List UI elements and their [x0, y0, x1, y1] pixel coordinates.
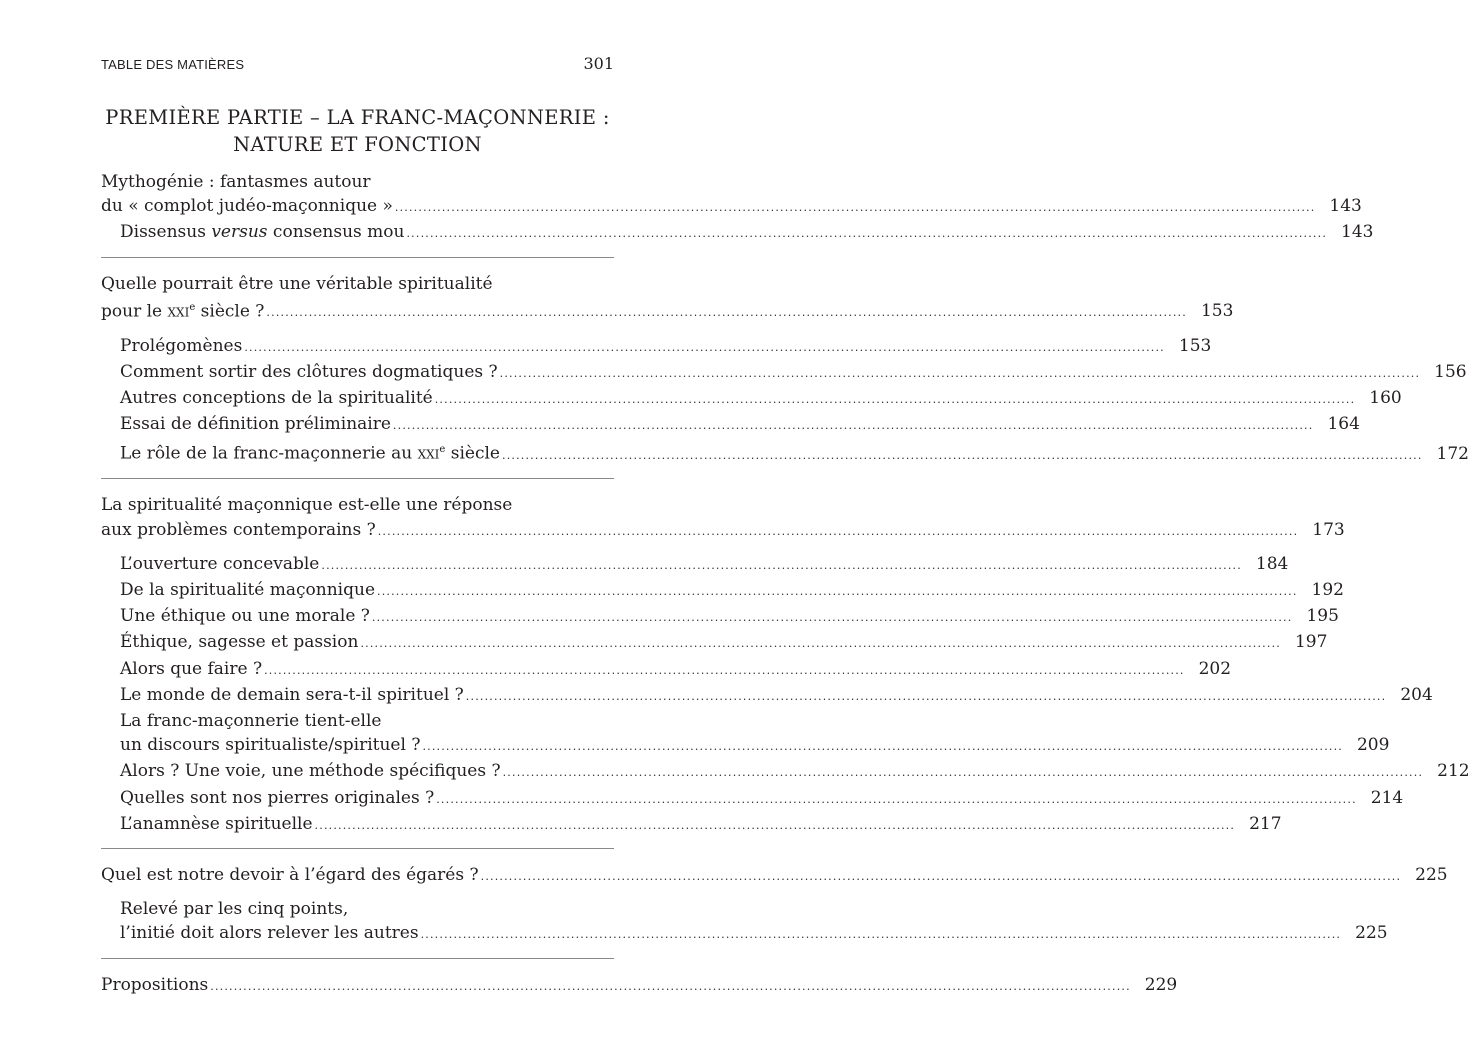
- entry-title: Autres conceptions de la spiritualité: [120, 388, 433, 409]
- dot-leader: ....................................................................................................................................................................................................: [360, 637, 1281, 651]
- entry-title: L’ouverture concevable: [120, 553, 320, 574]
- part-title: [101, 104, 614, 158]
- dot-leader: ....................................................................................................................................................................................................: [420, 928, 1342, 942]
- roman-numeral: xxi: [417, 444, 440, 465]
- entry-title: Alors que faire ?: [120, 658, 263, 679]
- toc-entry: [101, 438, 1469, 468]
- entry-page: 143: [1341, 222, 1374, 243]
- toc-entry: [101, 552, 1289, 578]
- entry-page: 209: [1356, 735, 1390, 756]
- entry-page: 217: [1249, 813, 1282, 834]
- dot-leader: ....................................................................................................................................................................................................: [499, 366, 1421, 380]
- dot-leader: ....................................................................................................................................................................................................: [502, 449, 1423, 463]
- toc-entry: [101, 759, 1470, 785]
- toc-section-devoir: [101, 863, 1448, 959]
- dot-leader: ....................................................................................................................................................................................................: [436, 792, 1357, 806]
- entry-page: 153: [1200, 301, 1234, 322]
- chapter-heading-line: Mythogénie : fantasmes autour: [101, 172, 371, 192]
- dot-leader: ....................................................................................................................................................................................................: [266, 306, 1187, 320]
- chapter-heading-entry: [101, 863, 1448, 889]
- toc-entry: [101, 360, 1467, 386]
- table-of-contents: [101, 170, 1470, 1023]
- toc-entry: [101, 921, 1388, 947]
- dot-leader: ....................................................................................................................................................................................................: [394, 201, 1316, 215]
- part-title-line-2: NATURE ET FONCTION: [233, 133, 482, 156]
- entry-title: l’initié doit alors relever les autres: [120, 923, 419, 944]
- roman-numeral: xxi: [167, 301, 190, 322]
- toc-entry: [101, 578, 1344, 604]
- entry-title: Prolégomènes: [120, 335, 243, 356]
- dot-leader: ....................................................................................................................................................................................................: [480, 869, 1402, 883]
- entry-title: un discours spiritualiste/spirituel ?: [120, 735, 421, 756]
- entry-page: 184: [1255, 553, 1289, 574]
- toc-entry: [101, 657, 1232, 683]
- toc-entry: [101, 786, 1404, 812]
- entry-title: Dissensus versus consensus mou: [120, 222, 405, 243]
- chapter-heading-entry: [101, 518, 1345, 544]
- part-title-line-1: PREMIÈRE PARTIE – LA FRANC-MAÇONNERIE :: [105, 106, 610, 129]
- toc-entry: [101, 604, 1339, 630]
- dot-leader: ....................................................................................................................................................................................................: [244, 340, 1165, 354]
- toc-section-mythogenie: [101, 170, 1374, 258]
- chapter-heading-entry: [101, 973, 1178, 999]
- entry-page: 195: [1306, 606, 1339, 627]
- toc-entry: [101, 683, 1433, 709]
- entry-page: 229: [1144, 974, 1178, 995]
- toc-entry: [101, 630, 1328, 656]
- dot-leader: ....................................................................................................................................................................................................: [377, 524, 1299, 538]
- chapter-heading-entry: [101, 194, 1362, 220]
- dot-leader: ....................................................................................................................................................................................................: [406, 227, 1328, 241]
- entry-page: 153: [1178, 335, 1212, 356]
- dot-leader: ....................................................................................................................................................................................................: [377, 584, 1298, 598]
- entry-page: 225: [1355, 923, 1388, 944]
- entry-title: Propositions: [101, 974, 209, 995]
- toc-entry-line: Relevé par les cinq points,: [120, 899, 349, 920]
- dot-leader: ....................................................................................................................................................................................................: [465, 689, 1387, 703]
- entry-title: du « complot judéo-maçonnique »: [101, 196, 393, 217]
- chapter-heading-line: Quelle pourrait être une véritable spiritualité: [101, 273, 493, 294]
- entry-title: Quelles sont nos pierres originales ?: [120, 787, 435, 808]
- entry-page: 192: [1311, 579, 1344, 600]
- toc-entry: [101, 386, 1402, 412]
- entry-page: 164: [1327, 414, 1360, 435]
- toc-entry: [101, 412, 1360, 438]
- entry-page: 204: [1400, 684, 1433, 705]
- entry-title: Éthique, sagesse et passion: [120, 632, 359, 653]
- toc-entry: [101, 334, 1212, 360]
- entry-title: pour le xxi$^e$ siècle ?: [101, 301, 265, 322]
- entry-page: 172: [1436, 444, 1469, 465]
- entry-title: aux problèmes contemporains ?: [101, 519, 376, 540]
- chapter-heading-entry: [101, 296, 1234, 326]
- toc-entry: [101, 812, 1282, 838]
- entry-title: Le monde de demain sera-t-il spirituel ?: [120, 684, 464, 705]
- toc-entry: [101, 733, 1390, 759]
- entry-page: 214: [1370, 787, 1404, 808]
- entry-title: Une éthique ou une morale ?: [120, 606, 370, 627]
- dot-leader: ....................................................................................................................................................................................................: [434, 393, 1356, 407]
- toc-section-spiritualite-maconnique: [101, 493, 1470, 849]
- dot-leader: ....................................................................................................................................................................................................: [422, 740, 1343, 754]
- entry-page: 173: [1312, 519, 1345, 540]
- entry-title: Essai de définition préliminaire: [120, 414, 391, 435]
- running-head: [101, 54, 614, 73]
- running-head-title: TABLE DES MATIÈRES: [101, 57, 245, 72]
- dot-leader: ....................................................................................................................................................................................................: [321, 558, 1242, 572]
- entry-page: 225: [1415, 864, 1448, 885]
- entry-page: 156: [1434, 361, 1467, 382]
- entry-page: 143: [1329, 196, 1362, 217]
- entry-title: De la spiritualité maçonnique: [120, 579, 375, 600]
- entry-title: Le rôle de la franc-maçonnerie au xxi$^e$ siècle: [120, 444, 500, 465]
- entry-title: Alors ? Une voie, une méthode spécifiques ?: [120, 761, 501, 782]
- dot-leader: ....................................................................................................................................................................................................: [314, 818, 1236, 832]
- dot-leader: ....................................................................................................................................................................................................: [502, 766, 1424, 780]
- dot-leader: ....................................................................................................................................................................................................: [371, 611, 1293, 625]
- page-number: 301: [583, 54, 614, 73]
- toc-section-spiritualite: [101, 272, 1469, 480]
- chapter-heading-line: La spiritualité maçonnique est-elle une réponse: [101, 495, 513, 516]
- toc-section-propositions: [101, 973, 1178, 1009]
- dot-leader: ....................................................................................................................................................................................................: [210, 979, 1131, 993]
- entry-page: 202: [1198, 658, 1232, 679]
- dot-leader: ....................................................................................................................................................................................................: [392, 419, 1314, 433]
- entry-page: 212: [1437, 761, 1470, 782]
- toc-entry-line: La franc-maçonnerie tient-elle: [120, 710, 382, 731]
- entry-page: 197: [1294, 632, 1328, 653]
- entry-title: Comment sortir des clôtures dogmatiques ?: [120, 361, 498, 382]
- entry-title: Quel est notre devoir à l’égard des égarés ?: [101, 864, 479, 885]
- dot-leader: ....................................................................................................................................................................................................: [264, 663, 1185, 677]
- toc-entry: [101, 220, 1374, 246]
- entry-page: 160: [1369, 388, 1402, 409]
- entry-title: L’anamnèse spirituelle: [120, 813, 313, 834]
- entry-title-italic: versus: [211, 222, 268, 243]
